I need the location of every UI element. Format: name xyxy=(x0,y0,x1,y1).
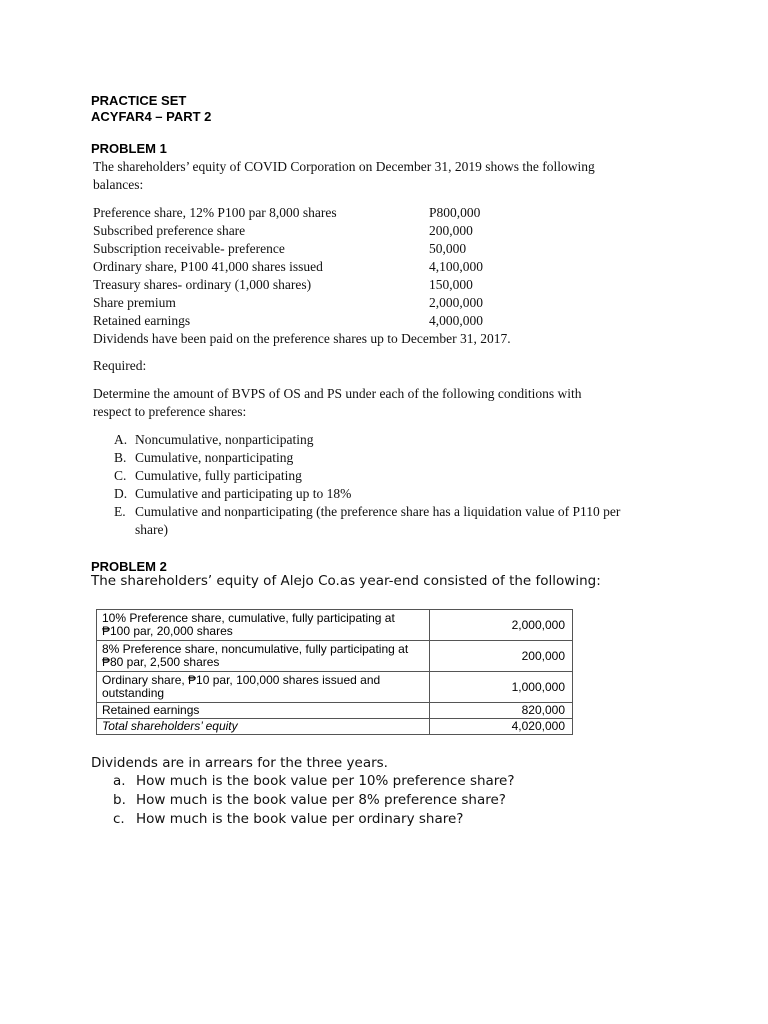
problem1-dividends-note: Dividends have been paid on the preference shares up to December 31, 2017. xyxy=(93,331,511,346)
table-cell-amount: 820,000 xyxy=(430,703,573,719)
balance-label: Retained earnings xyxy=(93,313,191,328)
question-item xyxy=(113,772,515,791)
condition-text: Cumulative, fully participating xyxy=(135,468,302,483)
balance-row xyxy=(93,276,513,294)
question-letter: a. xyxy=(113,773,126,789)
balance-value: 2,000,000 xyxy=(429,295,483,310)
problem1-required-label: Required: xyxy=(93,358,147,373)
condition-letter: E. xyxy=(114,504,126,519)
balance-row xyxy=(93,240,513,258)
condition-text: Noncumulative, nonparticipating xyxy=(135,432,314,447)
balance-value: 200,000 xyxy=(429,223,473,238)
document-subtitle: ACYFAR4 – PART 2 xyxy=(91,109,212,124)
balance-row xyxy=(93,312,513,330)
problem1-intro: The shareholders’ equity of COVID Corporation on December 31, 2019 shows the following balances: xyxy=(93,159,595,192)
table-row xyxy=(97,610,573,641)
table-cell-label: Retained earnings xyxy=(97,703,430,719)
balance-row xyxy=(93,258,513,276)
question-text: How much is the book value per 8% preference share? xyxy=(136,792,506,808)
balance-value: 4,000,000 xyxy=(429,313,483,328)
balance-value: 4,100,000 xyxy=(429,259,483,274)
problem1-heading: PROBLEM 1 xyxy=(91,141,167,156)
problem2-arrears-note: Dividends are in arrears for the three years. xyxy=(91,755,388,771)
table-cell-label: 10% Preference share, cumulative, fully participating at ₱100 par, 20,000 shares xyxy=(97,610,430,641)
problem2-heading: PROBLEM 2 xyxy=(91,559,167,574)
question-letter: b. xyxy=(113,792,126,808)
question-text: How much is the book value per 10% preference share? xyxy=(136,773,515,789)
table-cell-amount: 200,000 xyxy=(430,641,573,672)
problem1-instruction: Determine the amount of BVPS of OS and PS under each of the following conditions with respect to preference shares: xyxy=(93,386,582,419)
condition-text: Cumulative and nonparticipating (the preference share has a liquidation value of P110 per share) xyxy=(135,504,621,537)
condition-letter: A. xyxy=(114,432,128,447)
balance-value: 150,000 xyxy=(429,277,473,292)
balance-label: Subscription receivable- preference xyxy=(93,241,285,256)
condition-text: Cumulative and participating up to 18% xyxy=(135,486,352,501)
condition-letter: C. xyxy=(114,468,127,483)
table-row xyxy=(97,672,573,703)
question-item xyxy=(113,791,506,810)
table-row xyxy=(97,703,573,719)
table-row-total xyxy=(97,719,573,735)
table-cell-amount: 2,000,000 xyxy=(430,610,573,641)
balance-row xyxy=(93,222,513,240)
table-cell-label: 8% Preference share, noncumulative, fully participating at ₱80 par, 2,500 shares xyxy=(97,641,430,672)
table-cell-amount: 1,000,000 xyxy=(430,672,573,703)
balance-row xyxy=(93,294,513,312)
condition-text: Cumulative, nonparticipating xyxy=(135,450,294,465)
balance-label: Subscribed preference share xyxy=(93,223,246,238)
table-cell-label: Total shareholders’ equity xyxy=(97,719,430,735)
question-letter: c. xyxy=(113,811,125,827)
question-item xyxy=(113,810,463,829)
balance-label: Treasury shares- ordinary (1,000 shares) xyxy=(93,277,312,292)
balance-label: Preference share, 12% P100 par 8,000 shares xyxy=(93,205,337,220)
problem2-intro: The shareholders’ equity of Alejo Co.as year-end consisted of the following: xyxy=(91,573,601,589)
condition-letter: D. xyxy=(114,486,128,501)
balance-label: Ordinary share, P100 41,000 shares issued xyxy=(93,259,323,274)
equity-table xyxy=(96,609,573,735)
balance-label: Share premium xyxy=(93,295,176,310)
document-title: PRACTICE SET xyxy=(91,93,187,108)
balance-value: P800,000 xyxy=(429,205,481,220)
table-cell-amount: 4,020,000 xyxy=(430,719,573,735)
table-row xyxy=(97,641,573,672)
balance-value: 50,000 xyxy=(429,241,467,256)
condition-letter: B. xyxy=(114,450,127,465)
balance-row xyxy=(93,204,513,222)
question-text: How much is the book value per ordinary share? xyxy=(136,811,464,827)
table-cell-label: Ordinary share, ₱10 par, 100,000 shares issued and outstanding xyxy=(97,672,430,703)
